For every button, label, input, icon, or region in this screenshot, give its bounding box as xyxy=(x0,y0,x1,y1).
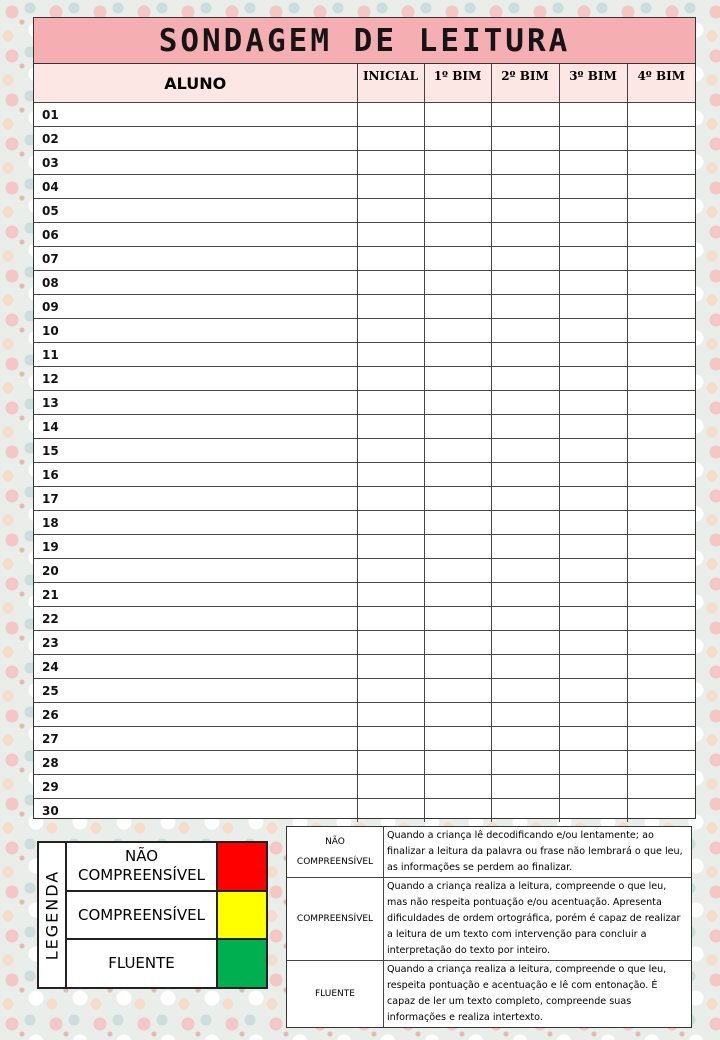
student-number[interactable]: 08 xyxy=(34,271,357,295)
legend-color-swatch xyxy=(216,940,266,987)
cell-1bim[interactable] xyxy=(424,607,491,631)
column-header-inicial: INICIAL xyxy=(357,64,424,103)
table-row xyxy=(34,247,695,271)
table-row xyxy=(34,559,695,583)
cell-4bim[interactable] xyxy=(627,127,695,151)
cell-4bim[interactable] xyxy=(627,607,695,631)
cell-2bim[interactable] xyxy=(491,271,559,295)
cell-2bim[interactable] xyxy=(491,607,559,631)
cell-3bim[interactable] xyxy=(559,607,627,631)
cell-2bim[interactable] xyxy=(491,535,559,559)
student-number[interactable]: 21 xyxy=(34,583,357,607)
table-row xyxy=(34,463,695,487)
cell-3bim[interactable] xyxy=(559,631,627,655)
table-row xyxy=(34,103,695,127)
column-header-3bim: 3º BIM xyxy=(559,64,627,103)
cell-3bim[interactable] xyxy=(559,223,627,247)
cell-inicial[interactable] xyxy=(357,727,424,751)
cell-2bim[interactable] xyxy=(491,511,559,535)
cell-inicial[interactable] xyxy=(357,511,424,535)
cell-1bim[interactable] xyxy=(424,343,491,367)
description-row xyxy=(287,878,691,961)
description-text: Quando a criança lê decodificando e/ou lentamente; ao finalizar a leitura da palavra ou frase não lembrará o que leu, as informações se perdem ao finalizar. xyxy=(384,827,692,878)
cell-4bim[interactable] xyxy=(627,655,695,679)
table-row xyxy=(34,487,695,511)
cell-inicial[interactable] xyxy=(357,607,424,631)
cell-inicial[interactable] xyxy=(357,631,424,655)
table-row xyxy=(34,511,695,535)
cell-1bim[interactable] xyxy=(424,439,491,463)
description-text: Quando a criança realiza a leitura, compreende o que leu, respeita pontuação e acentuação e lê com entonação. É capaz de ler um texto completo, compreende suas informações e realiza intertexto. xyxy=(384,961,692,1028)
table-row xyxy=(34,727,695,751)
description-row xyxy=(287,827,691,878)
cell-inicial[interactable] xyxy=(357,655,424,679)
cell-4bim[interactable] xyxy=(627,343,695,367)
cell-1bim[interactable] xyxy=(424,103,491,127)
legend-item xyxy=(67,940,266,987)
cell-3bim[interactable] xyxy=(559,319,627,343)
cell-1bim[interactable] xyxy=(424,631,491,655)
cell-4bim[interactable] xyxy=(627,511,695,535)
legend-color-swatch xyxy=(216,843,266,890)
cell-4bim[interactable] xyxy=(627,727,695,751)
column-header-aluno: ALUNO xyxy=(34,64,357,103)
cell-inicial[interactable] xyxy=(357,367,424,391)
student-number[interactable]: 03 xyxy=(34,151,357,175)
cell-3bim[interactable] xyxy=(559,751,627,775)
cell-1bim[interactable] xyxy=(424,799,491,823)
cell-1bim[interactable] xyxy=(424,295,491,319)
cell-3bim[interactable] xyxy=(559,247,627,271)
cell-2bim[interactable] xyxy=(491,151,559,175)
cell-4bim[interactable] xyxy=(627,487,695,511)
cell-2bim[interactable] xyxy=(491,175,559,199)
cell-3bim[interactable] xyxy=(559,199,627,223)
cell-4bim[interactable] xyxy=(627,775,695,799)
cell-inicial[interactable] xyxy=(357,175,424,199)
cell-1bim[interactable] xyxy=(424,679,491,703)
cell-inicial[interactable] xyxy=(357,247,424,271)
cell-1bim[interactable] xyxy=(424,535,491,559)
cell-4bim[interactable] xyxy=(627,679,695,703)
student-number[interactable]: 30 xyxy=(34,799,357,823)
cell-4bim[interactable] xyxy=(627,751,695,775)
cell-4bim[interactable] xyxy=(627,463,695,487)
cell-2bim[interactable] xyxy=(491,103,559,127)
table-row xyxy=(34,391,695,415)
cell-2bim[interactable] xyxy=(491,367,559,391)
student-number[interactable]: 05 xyxy=(34,199,357,223)
table-row xyxy=(34,127,695,151)
cell-2bim[interactable] xyxy=(491,799,559,823)
cell-2bim[interactable] xyxy=(491,679,559,703)
cell-inicial[interactable] xyxy=(357,679,424,703)
cell-4bim[interactable] xyxy=(627,583,695,607)
table-row xyxy=(34,631,695,655)
cell-3bim[interactable] xyxy=(559,535,627,559)
cell-1bim[interactable] xyxy=(424,271,491,295)
cell-1bim[interactable] xyxy=(424,247,491,271)
cell-4bim[interactable] xyxy=(627,535,695,559)
cell-3bim[interactable] xyxy=(559,487,627,511)
legend-item xyxy=(67,892,266,941)
cell-4bim[interactable] xyxy=(627,319,695,343)
cell-inicial[interactable] xyxy=(357,127,424,151)
cell-4bim[interactable] xyxy=(627,367,695,391)
cell-inicial[interactable] xyxy=(357,487,424,511)
student-number[interactable]: 24 xyxy=(34,655,357,679)
cell-inicial[interactable] xyxy=(357,559,424,583)
student-number[interactable]: 25 xyxy=(34,679,357,703)
student-number[interactable]: 19 xyxy=(34,535,357,559)
table-row xyxy=(34,223,695,247)
cell-3bim[interactable] xyxy=(559,295,627,319)
table-row xyxy=(34,415,695,439)
cell-1bim[interactable] xyxy=(424,655,491,679)
student-number[interactable]: 12 xyxy=(34,367,357,391)
cell-inicial[interactable] xyxy=(357,151,424,175)
cell-1bim[interactable] xyxy=(424,127,491,151)
cell-3bim[interactable] xyxy=(559,415,627,439)
table-row xyxy=(34,151,695,175)
table-row xyxy=(34,535,695,559)
cell-inicial[interactable] xyxy=(357,415,424,439)
cell-4bim[interactable] xyxy=(627,559,695,583)
cell-inicial[interactable] xyxy=(357,391,424,415)
table-row xyxy=(34,703,695,727)
table-row xyxy=(34,175,695,199)
student-number[interactable]: 23 xyxy=(34,631,357,655)
cell-4bim[interactable] xyxy=(627,439,695,463)
cell-2bim[interactable] xyxy=(491,583,559,607)
description-level: COMPREENSÍVEL xyxy=(287,878,384,961)
cell-2bim[interactable] xyxy=(491,487,559,511)
cell-inicial[interactable] xyxy=(357,295,424,319)
student-number[interactable]: 09 xyxy=(34,295,357,319)
cell-inicial[interactable] xyxy=(357,103,424,127)
cell-3bim[interactable] xyxy=(559,799,627,823)
cell-inicial[interactable] xyxy=(357,799,424,823)
cell-3bim[interactable] xyxy=(559,271,627,295)
cell-2bim[interactable] xyxy=(491,199,559,223)
cell-inicial[interactable] xyxy=(357,751,424,775)
cell-2bim[interactable] xyxy=(491,775,559,799)
cell-3bim[interactable] xyxy=(559,679,627,703)
cell-inicial[interactable] xyxy=(357,439,424,463)
description-level: FLUENTE xyxy=(287,961,384,1028)
student-number[interactable]: 17 xyxy=(34,487,357,511)
column-header-4bim: 4º BIM xyxy=(627,64,695,103)
column-header-2bim: 2º BIM xyxy=(491,64,559,103)
cell-1bim[interactable] xyxy=(424,775,491,799)
student-number[interactable]: 20 xyxy=(34,559,357,583)
cell-3bim[interactable] xyxy=(559,559,627,583)
table-row xyxy=(34,775,695,799)
cell-2bim[interactable] xyxy=(491,703,559,727)
cell-inicial[interactable] xyxy=(357,271,424,295)
student-number[interactable]: 07 xyxy=(34,247,357,271)
cell-2bim[interactable] xyxy=(491,343,559,367)
cell-2bim[interactable] xyxy=(491,655,559,679)
cell-1bim[interactable] xyxy=(424,583,491,607)
table-row xyxy=(34,799,695,823)
student-number[interactable]: 15 xyxy=(34,439,357,463)
cell-1bim[interactable] xyxy=(424,463,491,487)
cell-2bim[interactable] xyxy=(491,415,559,439)
cell-4bim[interactable] xyxy=(627,703,695,727)
cell-inicial[interactable] xyxy=(357,319,424,343)
page-title: SONDAGEM DE LEITURA xyxy=(34,18,695,64)
cell-1bim[interactable] xyxy=(424,703,491,727)
cell-3bim[interactable] xyxy=(559,703,627,727)
cell-4bim[interactable] xyxy=(627,175,695,199)
cell-4bim[interactable] xyxy=(627,415,695,439)
cell-1bim[interactable] xyxy=(424,391,491,415)
cell-2bim[interactable] xyxy=(491,559,559,583)
table-row xyxy=(34,583,695,607)
cell-1bim[interactable] xyxy=(424,175,491,199)
legend-color-swatch xyxy=(216,892,266,939)
cell-1bim[interactable] xyxy=(424,199,491,223)
student-number[interactable]: 11 xyxy=(34,343,357,367)
table-row xyxy=(34,439,695,463)
reading-survey-sheet xyxy=(33,17,696,819)
cell-4bim[interactable] xyxy=(627,103,695,127)
cell-4bim[interactable] xyxy=(627,247,695,271)
cell-3bim[interactable] xyxy=(559,343,627,367)
legend-label: FLUENTE xyxy=(108,954,175,973)
student-number[interactable]: 06 xyxy=(34,223,357,247)
legend-title-cell xyxy=(39,843,67,987)
student-number[interactable]: 14 xyxy=(34,415,357,439)
student-number[interactable]: 16 xyxy=(34,463,357,487)
table-row xyxy=(34,679,695,703)
table-row xyxy=(34,319,695,343)
description-level: NÃO COMPREENSÍVEL xyxy=(287,827,384,878)
cell-2bim[interactable] xyxy=(491,751,559,775)
table-row xyxy=(34,751,695,775)
cell-1bim[interactable] xyxy=(424,727,491,751)
student-number[interactable]: 02 xyxy=(34,127,357,151)
cell-3bim[interactable] xyxy=(559,463,627,487)
cell-2bim[interactable] xyxy=(491,463,559,487)
legend-label: NÃO COMPREENSÍVEL xyxy=(78,847,205,885)
cell-inicial[interactable] xyxy=(357,343,424,367)
description-table xyxy=(286,826,692,1028)
cell-2bim[interactable] xyxy=(491,127,559,151)
cell-4bim[interactable] xyxy=(627,199,695,223)
student-number[interactable]: 29 xyxy=(34,775,357,799)
cell-2bim[interactable] xyxy=(491,727,559,751)
cell-2bim[interactable] xyxy=(491,247,559,271)
table-row xyxy=(34,199,695,223)
column-header-1bim: 1º BIM xyxy=(424,64,491,103)
student-number[interactable]: 10 xyxy=(34,319,357,343)
cell-2bim[interactable] xyxy=(491,439,559,463)
cell-3bim[interactable] xyxy=(559,103,627,127)
cell-1bim[interactable] xyxy=(424,367,491,391)
cell-1bim[interactable] xyxy=(424,751,491,775)
student-number[interactable]: 28 xyxy=(34,751,357,775)
table-row xyxy=(34,607,695,631)
cell-inicial[interactable] xyxy=(357,703,424,727)
legend-box xyxy=(37,841,268,989)
cell-1bim[interactable] xyxy=(424,151,491,175)
cell-4bim[interactable] xyxy=(627,631,695,655)
cell-1bim[interactable] xyxy=(424,559,491,583)
cell-3bim[interactable] xyxy=(559,391,627,415)
cell-2bim[interactable] xyxy=(491,391,559,415)
student-number[interactable]: 27 xyxy=(34,727,357,751)
cell-inicial[interactable] xyxy=(357,463,424,487)
description-text: Quando a criança realiza a leitura, compreende o que leu, mas não respeita pontuação e/ou acentuação. Apresenta dificuldades de ordem ortográfica, porém é capaz de realizar a leitura de um texto com intervenção para concluir a interpretação do texto por inteiro. xyxy=(384,878,692,961)
cell-1bim[interactable] xyxy=(424,223,491,247)
cell-inicial[interactable] xyxy=(357,535,424,559)
cell-inicial[interactable] xyxy=(357,223,424,247)
student-number[interactable]: 13 xyxy=(34,391,357,415)
cell-3bim[interactable] xyxy=(559,583,627,607)
cell-2bim[interactable] xyxy=(491,319,559,343)
table-row xyxy=(34,271,695,295)
cell-4bim[interactable] xyxy=(627,295,695,319)
description-row xyxy=(287,961,691,1028)
legend-label: COMPREENSÍVEL xyxy=(78,905,205,924)
table-row xyxy=(34,655,695,679)
cell-3bim[interactable] xyxy=(559,175,627,199)
table-row xyxy=(34,343,695,367)
table-row xyxy=(34,367,695,391)
student-number[interactable]: 04 xyxy=(34,175,357,199)
cell-1bim[interactable] xyxy=(424,511,491,535)
cell-3bim[interactable] xyxy=(559,151,627,175)
cell-inicial[interactable] xyxy=(357,583,424,607)
cell-2bim[interactable] xyxy=(491,295,559,319)
table-row xyxy=(34,295,695,319)
student-number[interactable]: 01 xyxy=(34,103,357,127)
cell-3bim[interactable] xyxy=(559,367,627,391)
student-number[interactable]: 18 xyxy=(34,511,357,535)
cell-4bim[interactable] xyxy=(627,151,695,175)
student-number[interactable]: 26 xyxy=(34,703,357,727)
cell-3bim[interactable] xyxy=(559,127,627,151)
cell-2bim[interactable] xyxy=(491,223,559,247)
legend-items xyxy=(67,843,266,987)
cell-2bim[interactable] xyxy=(491,631,559,655)
cell-4bim[interactable] xyxy=(627,223,695,247)
cell-1bim[interactable] xyxy=(424,415,491,439)
survey-table xyxy=(34,64,695,822)
cell-3bim[interactable] xyxy=(559,439,627,463)
cell-3bim[interactable] xyxy=(559,727,627,751)
cell-4bim[interactable] xyxy=(627,271,695,295)
cell-3bim[interactable] xyxy=(559,511,627,535)
cell-inicial[interactable] xyxy=(357,775,424,799)
cell-1bim[interactable] xyxy=(424,487,491,511)
cell-4bim[interactable] xyxy=(627,391,695,415)
legend-item xyxy=(67,843,266,892)
legend-title: LEGENDA xyxy=(42,869,62,961)
cell-4bim[interactable] xyxy=(627,799,695,823)
cell-1bim[interactable] xyxy=(424,319,491,343)
cell-3bim[interactable] xyxy=(559,655,627,679)
cell-inicial[interactable] xyxy=(357,199,424,223)
cell-3bim[interactable] xyxy=(559,775,627,799)
student-number[interactable]: 22 xyxy=(34,607,357,631)
